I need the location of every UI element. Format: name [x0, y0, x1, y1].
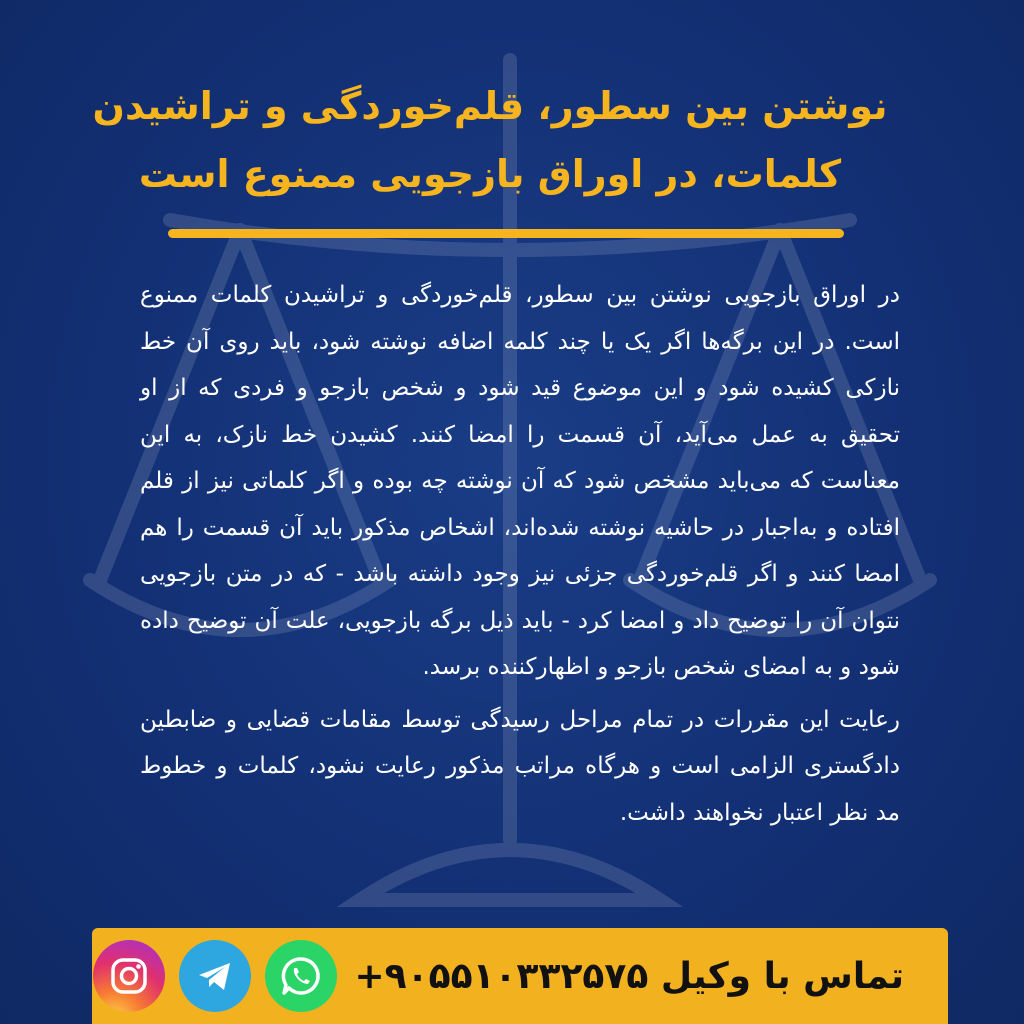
contact-phone[interactable]: +۹۰۵۵۱۰۳۳۲۵۷۵ [354, 955, 649, 997]
title-line-1: نوشتن بین سطور، قلم‌خوردگی و تراشیدن [92, 84, 888, 128]
title-line-2: کلمات، در اوراق بازجویی ممنوع است [138, 152, 842, 196]
social-icons [93, 940, 337, 1012]
contact-text [355, 956, 904, 997]
body-paragraph-1: در اوراق بازجویی نوشتن بین سطور، قلم‌خوردگی و تراشیدن کلمات ممنوع است. در این برگه‌ها اگر یک یا چند کلمه اضافه نوشته شود، باید روی آن خط نازکی کشیده شود و این موضوع قید شود و شخص بازجو و فردی که از او تحقیق به عمل می‌آید، آن قسمت را امضا کنند. کشیدن خط نازک، به این معناست که می‌باید مشخص شود که آن نوشته چه بوده و اگر کلماتی نیز از قلم افتاده و به‌اجبار در حاشیه نوشته شده‌اند، اشخاص مذکور باید آن قسمت را هم امضا کنند و اگر قلم‌خوردگی جزئی نیز وجود داشته باشد - که در متن بازجویی نتوان آن را توضیح داد و امضا کرد - باید ذیل برگه بازجویی، علت آن توضیح داده شود و به امضای شخص بازجو و اظهارکننده برسد. [140, 282, 900, 680]
whatsapp-icon[interactable] [265, 940, 337, 1012]
instagram-icon[interactable] [93, 940, 165, 1012]
contact-label: تماس با وکیل [660, 955, 904, 997]
title-underline [168, 229, 844, 238]
telegram-icon[interactable] [179, 940, 251, 1012]
body-paragraph-2: رعایت این مقررات در تمام مراحل رسیدگی توسط مقامات قضایی و ضابطین دادگستری الزامی است و هرگاه مراتب مذکور رعایت نشود، کلمات و خطوط مد نظر اعتبار نخواهند داشت. [140, 706, 900, 826]
page-title [90, 72, 890, 208]
article-body [140, 272, 900, 836]
contact-bar [92, 928, 948, 1024]
